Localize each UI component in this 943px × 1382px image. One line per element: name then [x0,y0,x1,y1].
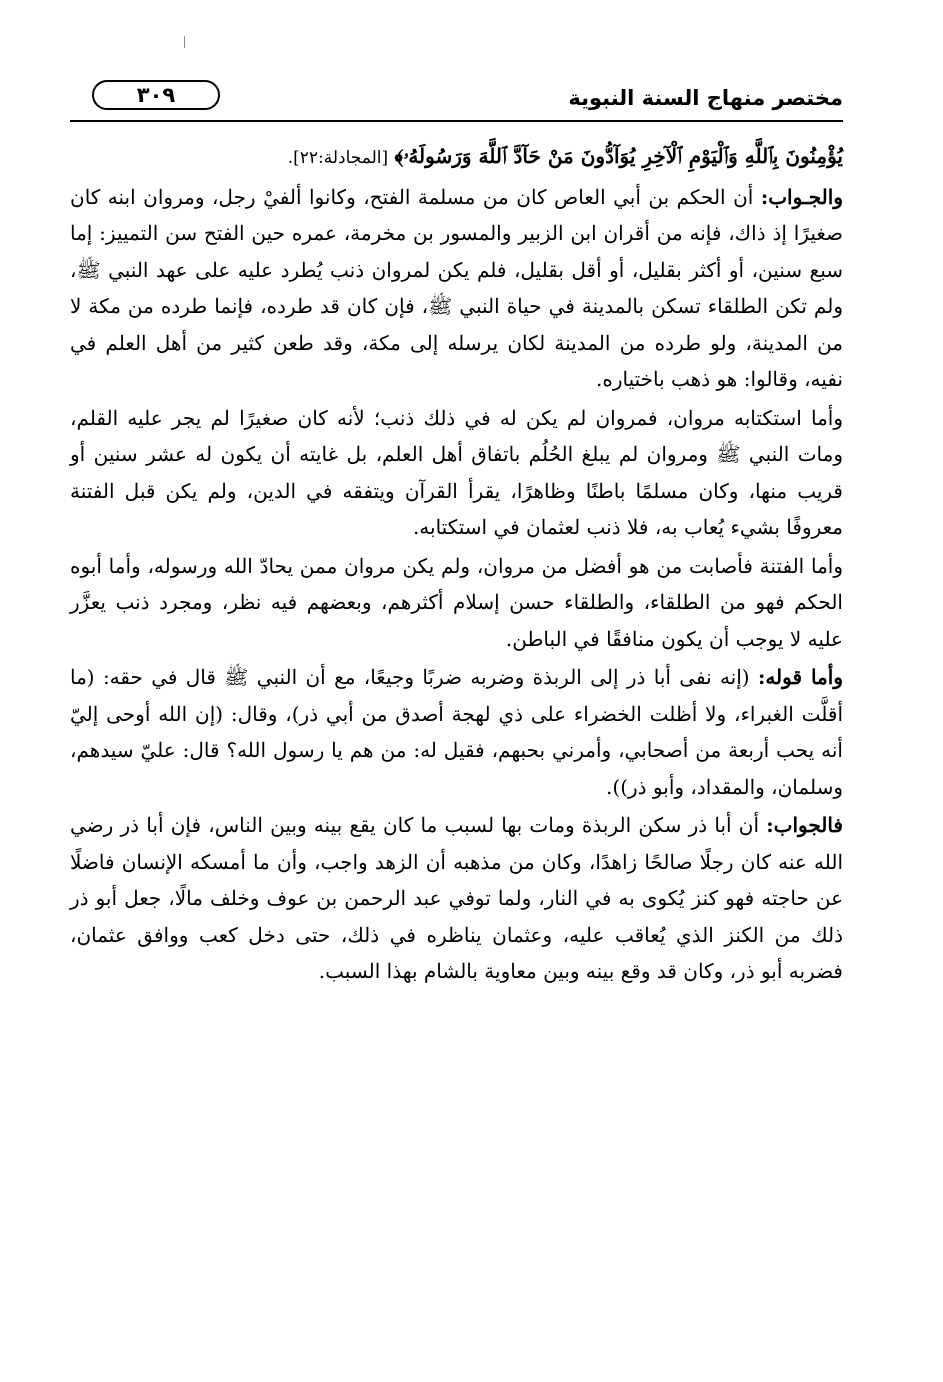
paragraph-answer-1 [70,179,843,398]
paragraph-lead: والجـواب: [760,184,843,209]
paragraph-text: (إنه نفى أبا ذر إلى الربذة وضربه ضربًا وجيعًا، مع أن النبي ﷺ قال في حقه: (ما أقلَّت الغبراء، ولا أظلت الخضراء على ذي لهجة أصدق من أبي ذر)، وقال: (إن الله أوحى إليّ أنه يحب أربعة من أصحابي، وأمرني بحبهم، فقيل له: من هم يا رسول الله؟ قال: عليّ سيدهم، وسلمان، والمقداد، وأبو ذر)). [70,665,843,799]
paragraph-marwan-scribe [70,400,843,546]
paragraph-abu-dhar-claim [70,659,843,805]
verse-text: يُؤْمِنُونَ بِٱللَّهِ وَٱلْيَوْمِ ٱلْآخِرِ يُوَآدُّونَ مَنْ حَآدَّ ٱللَّهَ وَرَسُولَهُۥ﴾ [394,144,843,168]
page-number-badge: ٣٠٩ [92,80,220,110]
scan-mark [184,36,185,48]
book-title: مختصر منهاج السنة النبوية [568,86,843,110]
paragraph-text: وأما استكتابه مروان، فمروان لم يكن له في ذلك ذنب؛ لأنه كان صغيرًا لم يجر عليه القلم، ومات النبي ﷺ ومروان لم يبلغ الحُلُم باتفاق أهل العلم، بل غايته أن يكون له عشر سنين أو قريب منها، وكان مسلمًا باطنًا وظاهرًا، يقرأ القرآن ويتفقه في الدين، ولم يكن قبل الفتنة معروفًا بشيء يُعاب به، فلا ذنب لعثمان في استكتابه. [70,405,843,539]
page-header [70,78,843,122]
header-divider [70,120,843,122]
paragraph-text: وأما الفتنة فأصابت من هو أفضل من مروان، ولم يكن مروان ممن يحادّ الله ورسوله، وأما أبوه الحكم فهو من الطلقاء، والطلقاء حسن إسلام أكثرهم، وبعضهم فيه نظر، ومجرد ذنب يعزَّر عليه لا يوجب أن يكون منافقًا في الباطن. [70,553,843,651]
paragraph-answer-2 [70,807,843,990]
page-body [70,138,843,990]
paragraph-lead: وأما قوله: [757,665,843,689]
paragraph-text: أن أبا ذر سكن الربذة ومات بها لسبب ما كان يقع بينه وبين الناس، فإن أبا ذر رضي الله عنه كان رجلًا صالحًا زاهدًا، وكان من مذهبه أن الزهد واجب، وأن ما أمسكه الإنسان فاضلًا عن حاجته فهو كنز يُكوى به في النار، ولما توفي عبد الرحمن بن عوف وخلف مالًا، جعل أبو ذر ذلك من الكنز الذي يُعاقب عليه، وعثمان يناظره في ذلك، حتى دخل كعب ووافق عثمان، فضربه أبو ذر، وكان قد وقع بينه وبين معاوية بالشام بهذا السبب. [70,813,844,983]
verse-reference: [المجادلة:٢٢]. [287,148,389,168]
paragraph-text: أن الحكم بن أبي العاص كان من مسلمة الفتح، وكانوا ألفيْ رجل، ومروان ابنه كان صغيرًا إذ ذاك، فإنه من أقران ابن الزبير والمسور بن مخرمة، عمره حين الفتح سن التمييز: إما سبع سنين، أو أكثر بقليل، أو أقل بقليل، فلم يكن لمروان ذنب يُطرد عليه على عهد النبي ﷺ، ولم تكن الطلقاء تسكن بالمدينة في حياة النبي ﷺ، فإن كان قد طرده، فإنما طرده من مكة لا من المدينة، ولو طرده من المدينة لكان يرسله إلى مكة، وقد طعن كثير من أهل العلم في نفيه، وقالوا: هو ذهب باختياره. [70,184,843,391]
paragraph-fitna [70,548,843,658]
quran-verse-line [70,138,843,177]
paragraph-lead: فالجواب: [766,813,843,837]
